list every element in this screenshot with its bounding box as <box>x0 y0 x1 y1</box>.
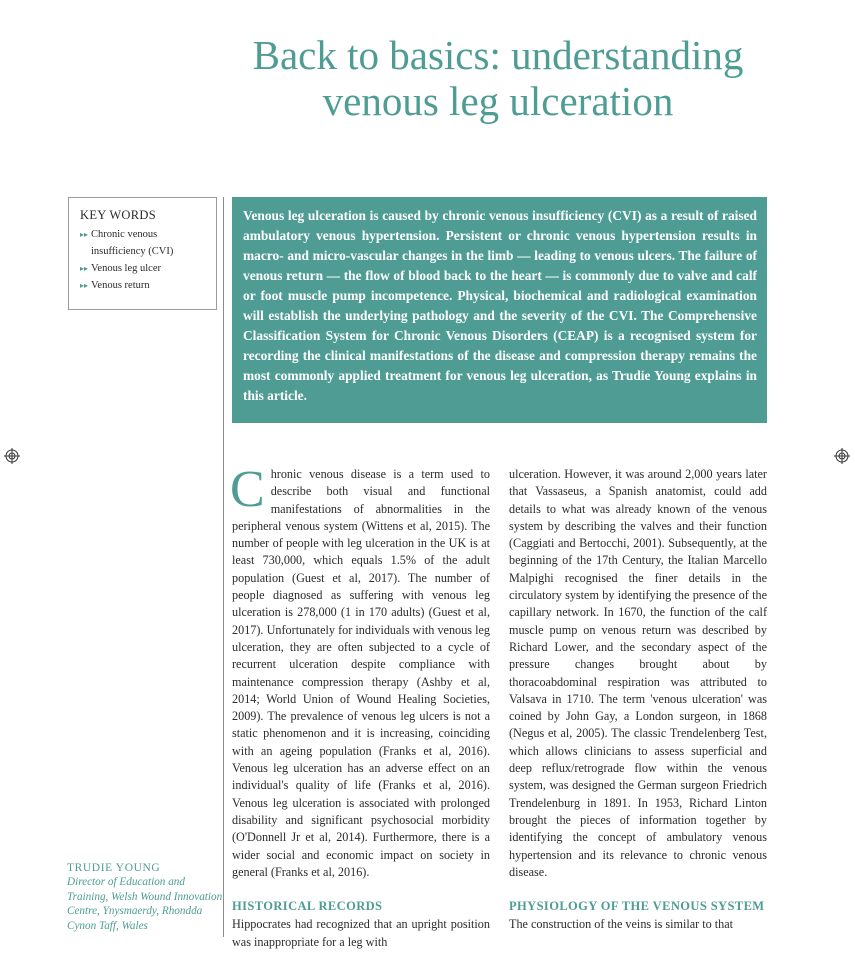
body-column-left <box>230 461 490 951</box>
keywords-box <box>68 197 217 310</box>
keyword-item <box>80 260 208 277</box>
article-title: Back to basics: understanding venous leg ulceration <box>252 32 744 124</box>
intro-text: hronic venous disease is a term used to describe both visual and functional manifestations of abnormalities in the peripheral venous system (Wittens et al, 2015). The number of people with leg ulceration in the UK is at least 730,000, which equals 1.5% of the adult population (Guest et al, 2017). The number of people diagnosed as suffering with venous leg ulceration is 278,000 (1 in 170 adults) (Guest et al, 2017). Unfortunately for individuals with venous leg ulceration, they are often subjected to a cycle of recurrent ulceration despite compliance with maintenance compression therapy (Ashby et al, 2014; World Union of Wound Healing Societies, 2009). The prevalence of venous leg ulcers is not a static phenomenon and it is increasing, coinciding with an ageing population (Franks et al, 2016). Venous leg ulceration has an adverse effect on an individual's quality of life (Franks et al, 2016). Venous leg ulceration is associated with prolonged disability and significant psychosocial morbidity (O'Donnell Jr et al, 2014). Furthermore, there is a wider social and economic impact on society in general (Franks et al, 2016). <box>232 467 490 879</box>
physiology-start: The construction of the veins is similar to that <box>509 917 734 932</box>
registration-mark-icon <box>834 448 850 464</box>
author-affiliation: Director of Education and Training, Welsh Wound Innovation Centre, Ynysmaerdy, Rhondda Cynon Taff, Wales <box>67 876 223 932</box>
historical-records-paragraph: ulceration. However, it was around 2,000 years later that Vassaseus, a Spanish anatomist, could add details to what was already known of the venous system by describing the valves and their function (Caggiati and Bertocchi, 2001). Subsequently, at the beginning of the 17th Century, the Italian Marcello Malpighi recognised the finer details in the circulatory system by identifying the presence of the capillary network. In 1670, the function of the calf muscle pump on venous return was described by Richard Lower, and the secondary aspect of the pressure changes brought about by thoracoabdominal respiration was attributed to Valsava in 1710. The term 'venous ulceration' was coined by John Gay, a London surgeon, in 1868 (Negus et al, 2005). The classic Trendelenberg Test, which allows clinicians to assess superficial and deep reflux/retrograde flow within the venous system, was designed the German surgeon Friedrich Trendelenburg in 1891. In 1953, Richard Linton brought the pieces of information together by identifying the concept of ambulatory venous hypertension and its relevance to chronic venous disease. <box>509 467 767 879</box>
keyword-label: Venous return <box>91 280 150 291</box>
author-block <box>67 862 223 933</box>
keyword-label: Chronic venous insufficiency (CVI) <box>91 229 174 257</box>
drop-cap: C <box>230 461 265 518</box>
section-heading-historical-records: HISTORICAL RECORDS <box>232 899 383 914</box>
column-divider <box>223 197 224 937</box>
section-heading-physiology: PHYSIOLOGY OF THE VENOUS SYSTEM <box>509 899 765 914</box>
author-name: TRUDIE YOUNG <box>67 862 161 874</box>
keywords-heading: KEY WORDS <box>80 208 156 222</box>
keyword-item <box>80 226 208 260</box>
double-arrow-icon: ▸▸ <box>80 264 89 273</box>
keyword-item <box>80 277 208 294</box>
registration-mark-icon <box>4 448 20 464</box>
intro-paragraph <box>230 461 490 881</box>
double-arrow-icon: ▸▸ <box>80 230 89 239</box>
body-column-right <box>509 466 767 934</box>
abstract-box: Venous leg ulceration is caused by chronic venous insufficiency (CVI) as a result of raised ambulatory venous hypertension. Persistent or chronic venous hypertension results in macro- and micro-vascular changes in the limb — leading to venous ulcers. The failure of venous return — the flow of blood back to the heart — is commonly due to valve and calf or foot muscle pump incompetence. Physical, biochemical and radiological examination will establish the underlying pathology and the severity of the CVI. The Comprehensive Classification System for Chronic Venous Disorders (CEAP) is a recognised system for recording the clinical manifestations of the disease and compression therapy remains the most commonly applied treatment for venous leg ulceration, as Trudie Young explains in this article. <box>232 197 767 423</box>
keyword-label: Venous leg ulcer <box>91 263 161 274</box>
double-arrow-icon: ▸▸ <box>80 281 89 290</box>
historical-records-start: Hippocrates had recognized that an upright position was inappropriate for a leg with <box>232 917 490 949</box>
